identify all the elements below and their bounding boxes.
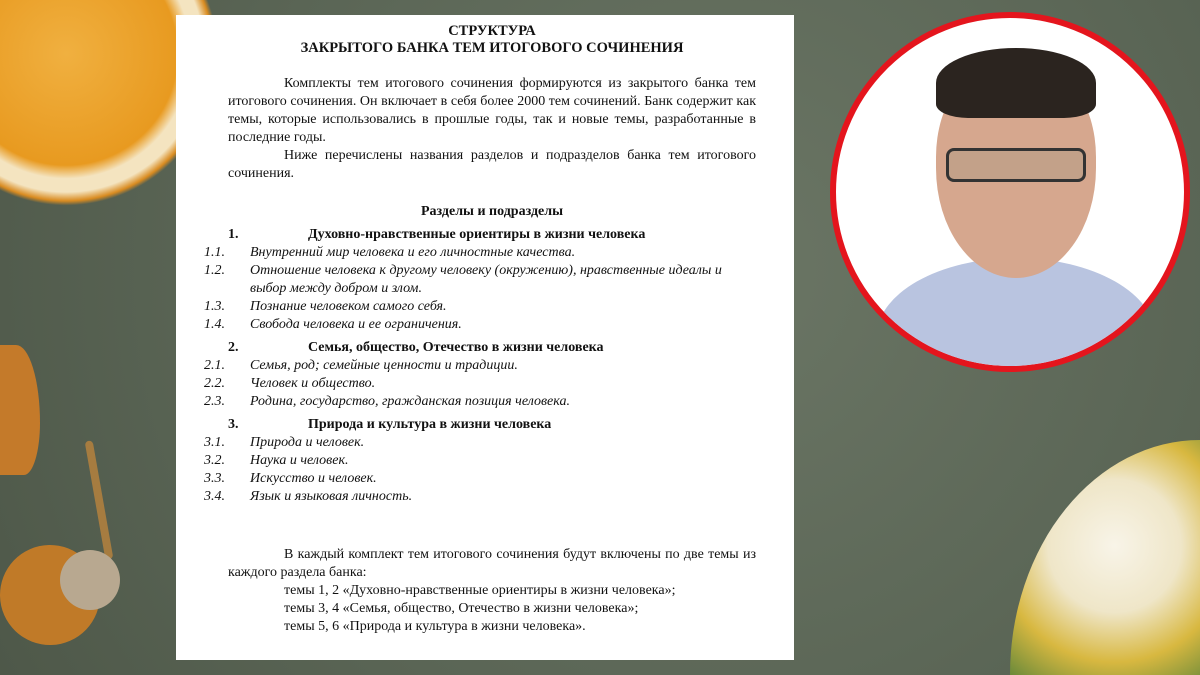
subsection-item [204, 375, 756, 393]
section-title: Духовно-нравственные ориентиры в жизни человека [308, 227, 646, 242]
subsection-item [204, 244, 756, 262]
subsection-item [204, 357, 756, 375]
section-title: Семья, общество, Отечество в жизни человека [308, 340, 604, 355]
subsection-text: Родина, государство, гражданская позиция человека. [250, 394, 570, 409]
theme-line: темы 3, 4 «Семья, общество, Отечество в жизни человека»; [284, 601, 639, 616]
subsection-number: 1.2. [204, 263, 225, 278]
subsection-text: Семья, род; семейные ценности и традиции. [250, 358, 518, 373]
theme-line: темы 5, 6 «Природа и культура в жизни человека». [284, 619, 586, 634]
subsection-text: Наука и человек. [250, 453, 349, 468]
intro-paragraph: Комплекты тем итогового сочинения формируются из закрытого банка тем итогового сочинения. Он включает в себя более 2000 тем сочинений. Банк содержит как темы, которые использовались в прошлые годы, так и новые темы, разработанные в последние годы. [228, 76, 756, 145]
subsection-text: Язык и языковая личность. [250, 489, 413, 504]
subsection-number: 3.2. [204, 453, 225, 468]
intro-paragraph-2: Ниже перечислены названия разделов и подразделов банка тем итогового сочинения. [228, 148, 756, 181]
section-heading [204, 226, 756, 244]
subsection-item [204, 262, 756, 298]
subsection-number: 2.1. [204, 358, 225, 373]
subsection-item [204, 393, 756, 411]
subsection-text: Свобода человека и ее ограничения. [250, 317, 462, 332]
subsection-number: 1.4. [204, 317, 225, 332]
subsection-text: Природа и человек. [250, 435, 365, 450]
sections-heading: Разделы и подразделы [420, 204, 564, 219]
section-heading [204, 416, 756, 434]
section-number: 1. [228, 227, 239, 242]
subsection-text: Познание человеком самого себя. [250, 299, 447, 314]
closing-paragraph: В каждый комплект тем итогового сочинения будут включены по две темы из каждого раздела банка: [228, 547, 756, 580]
subsection-text: Отношение человека к другому человеку (окружению), нравственные идеалы и выбор между добром и злом. [250, 263, 722, 296]
subsection-number: 2.3. [204, 394, 225, 409]
subsection-item [204, 298, 756, 316]
document-subtitle: ЗАКРЫТОГО БАНКА ТЕМ ИТОГОВОГО СОЧИНЕНИЯ [300, 40, 684, 56]
section-heading [204, 339, 756, 357]
subsection-text: Внутренний мир человека и его личностные качества. [250, 245, 576, 260]
theme-line: темы 1, 2 «Духовно-нравственные ориентиры в жизни человека»; [284, 583, 676, 598]
document-title: СТРУКТУРА [448, 23, 536, 39]
author-photo [830, 12, 1190, 372]
subsection-number: 2.2. [204, 376, 225, 391]
document-page [176, 15, 794, 660]
subsection-number: 3.1. [204, 435, 225, 450]
sections-list [204, 226, 756, 506]
subsection-text: Человек и общество. [250, 376, 376, 391]
subsection-number: 1.3. [204, 299, 225, 314]
hair [936, 48, 1096, 118]
section-number: 3. [228, 417, 239, 432]
subsection-number: 3.3. [204, 471, 225, 486]
subsection-item [204, 488, 756, 506]
subsection-item [204, 316, 756, 334]
subsection-item [204, 434, 756, 452]
subsection-number: 3.4. [204, 489, 225, 504]
acorn-cap-decoration [60, 550, 120, 610]
subsection-number: 1.1. [204, 245, 225, 260]
glasses [946, 148, 1086, 182]
subsection-text: Искусство и человек. [250, 471, 377, 486]
section-number: 2. [228, 340, 239, 355]
subsection-item [204, 470, 756, 488]
section-title: Природа и культура в жизни человека [308, 417, 552, 432]
subsection-item [204, 452, 756, 470]
